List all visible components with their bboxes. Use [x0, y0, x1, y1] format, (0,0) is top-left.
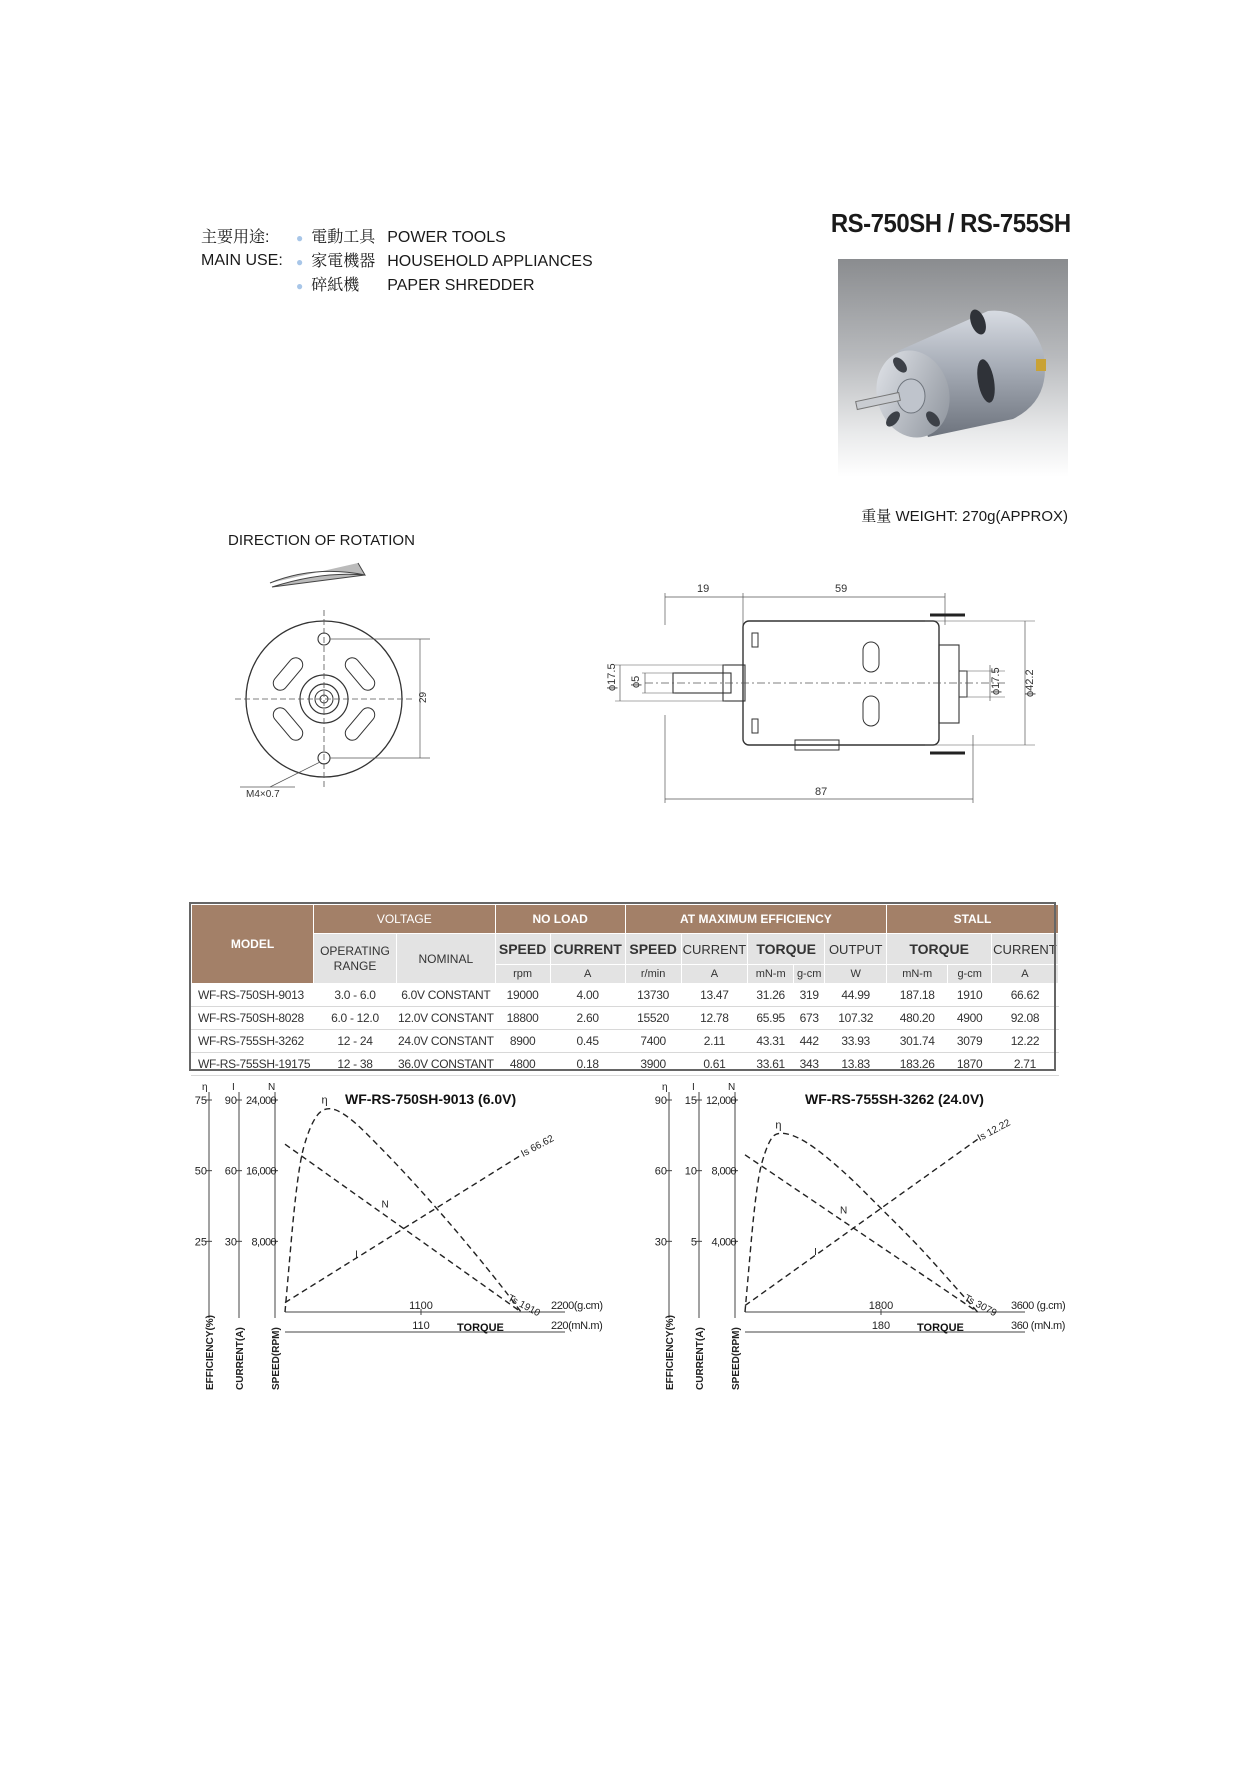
speed-curve-label: N	[381, 1199, 389, 1211]
model-cell: WF-RS-755SH-3262	[192, 1030, 314, 1053]
current-axis-label: CURRENT(A)	[695, 1327, 706, 1390]
x-axis-label: TORQUE	[457, 1322, 504, 1334]
table-row	[192, 984, 1059, 1007]
nominal-cell: 24.0V CONSTANT	[397, 1030, 496, 1053]
current-tick-label: 15	[684, 1095, 697, 1107]
series-current-curve	[745, 1139, 978, 1305]
use-zh: 碎紙機	[311, 277, 360, 294]
main-use-label-zh: 主要用途:	[201, 229, 270, 246]
eta-symbol: η	[202, 1082, 208, 1093]
use-en: PAPER SHREDDER	[387, 277, 535, 294]
value-cell: 65.95	[748, 1007, 794, 1030]
dim-phi42-2: ϕ42.2	[1024, 669, 1036, 697]
value-cell: 18800	[495, 1007, 550, 1030]
x-tick-label-mnm: 110	[412, 1320, 430, 1332]
x-axis-label: TORQUE	[917, 1322, 964, 1334]
bullet-icon: ●	[296, 279, 304, 293]
efficiency-tick-label: 75	[195, 1095, 207, 1107]
model-cell: WF-RS-755SH-19175	[192, 1053, 314, 1076]
value-cell: 2.60	[550, 1007, 625, 1030]
dim-87: 87	[815, 786, 828, 798]
nominal-cell: 12.0V CONSTANT	[397, 1007, 496, 1030]
current-tick-label: 5	[690, 1236, 697, 1249]
value-cell: 183.26	[887, 1053, 948, 1076]
current-tick-label: 90	[224, 1095, 237, 1107]
unit: g-cm	[948, 965, 992, 984]
value-cell: 92.08	[992, 1007, 1059, 1030]
value-cell: 0.45	[550, 1030, 625, 1053]
me-torque-header: TORQUE	[748, 934, 825, 965]
x-tick-label-gcm: 1100	[409, 1300, 433, 1312]
unit: g-cm	[794, 965, 825, 984]
table-row	[192, 1030, 1059, 1053]
me-current-header: CURRENT	[681, 934, 748, 965]
value-cell: 4.00	[550, 984, 625, 1007]
x-tick-label-mnm: 180	[871, 1320, 891, 1332]
current-axis-label: CURRENT(A)	[235, 1327, 246, 1390]
use-item	[296, 226, 716, 250]
stall-torque-label: Ts 1910	[505, 1292, 542, 1320]
motor-image	[838, 259, 1068, 477]
eta-symbol: η	[662, 1082, 668, 1093]
value-cell: 33.61	[748, 1053, 794, 1076]
unit: mN-m	[887, 965, 948, 984]
max-efficiency-header: AT MAXIMUM EFFICIENCY	[625, 905, 887, 934]
dim-59: 59	[835, 583, 848, 595]
series-speed-curve	[285, 1144, 521, 1312]
unit: W	[825, 965, 887, 984]
x-axis-end-gcm: 3600 (g.cm)	[1011, 1300, 1066, 1312]
value-cell: 12.22	[992, 1030, 1059, 1053]
model-header: MODEL	[192, 905, 314, 984]
range-cell: 3.0 - 6.0	[314, 984, 397, 1007]
unit: rpm	[495, 965, 550, 984]
nl-current-header: CURRENT	[550, 934, 625, 965]
rotation-arrow-icon	[270, 563, 365, 587]
bullet-icon: ●	[296, 231, 304, 245]
thread-spec: M4×0.7	[246, 789, 280, 800]
efficiency-axis-label: EFFICIENCY(%)	[665, 1315, 676, 1390]
x-tick-label-gcm: 1800	[868, 1300, 894, 1312]
value-cell: 13.47	[681, 984, 748, 1007]
chart-title: WF-RS-755SH-3262 (24.0V)	[805, 1091, 984, 1107]
use-item	[296, 274, 716, 298]
value-cell: 3900	[625, 1053, 681, 1076]
range-cell: 12 - 38	[314, 1053, 397, 1076]
value-cell: 12.78	[681, 1007, 748, 1030]
speed-tick-label: 12,000	[705, 1095, 736, 1107]
efficiency-tick-label: 90	[655, 1095, 667, 1107]
value-cell: 19000	[495, 984, 550, 1007]
value-cell: 3079	[948, 1030, 992, 1053]
speed-curve-label: N	[840, 1205, 848, 1217]
bullet-icon: ●	[296, 255, 304, 269]
performance-chart-755sh	[655, 1080, 1085, 1400]
st-current-header: CURRENT	[992, 934, 1059, 965]
unit: A	[550, 965, 625, 984]
value-cell: 301.74	[887, 1030, 948, 1053]
efficiency-tick-label: 25	[195, 1236, 207, 1249]
unit: r/min	[625, 965, 681, 984]
speed-symbol: N	[728, 1082, 736, 1093]
x-axis-end-mnm: 360 (mN.m)	[1011, 1320, 1066, 1332]
st-torque-header: TORQUE	[887, 934, 992, 965]
value-cell: 442	[794, 1030, 825, 1053]
chart-title: WF-RS-750SH-9013 (6.0V)	[345, 1091, 517, 1107]
value-cell: 44.99	[825, 984, 887, 1007]
efficiency-axis-label: EFFICIENCY(%)	[205, 1315, 216, 1390]
value-cell: 107.32	[825, 1007, 887, 1030]
use-en: POWER TOOLS	[387, 229, 506, 246]
current-curve-label: I	[355, 1249, 358, 1261]
performance-chart-750sh	[195, 1080, 625, 1400]
eta-curve-label: η	[321, 1094, 328, 1107]
model-cell: WF-RS-750SH-8028	[192, 1007, 314, 1030]
value-cell: 2.71	[992, 1053, 1059, 1076]
speed-tick-label: 24,000	[245, 1095, 276, 1107]
value-cell: 31.26	[748, 984, 794, 1007]
value-cell: 33.93	[825, 1030, 887, 1053]
stall-current-label: Is 12.22	[975, 1117, 1013, 1144]
no-load-header: NO LOAD	[495, 905, 625, 934]
use-en: HOUSEHOLD APPLIANCES	[387, 253, 593, 270]
current-tick-label: 30	[224, 1236, 237, 1249]
value-cell: 4900	[948, 1007, 992, 1030]
table-row	[192, 1053, 1059, 1076]
value-cell: 319	[794, 984, 825, 1007]
stall-torque-label: Ts 3079	[962, 1292, 999, 1320]
nominal-cell: 6.0V CONSTANT	[397, 984, 496, 1007]
current-tick-label: 60	[224, 1165, 237, 1178]
value-cell: 43.31	[748, 1030, 794, 1053]
current-curve-label: I	[814, 1247, 817, 1259]
spec-table	[191, 904, 1059, 1076]
efficiency-tick-label: 60	[655, 1165, 667, 1178]
efficiency-tick-label: 50	[195, 1165, 207, 1178]
use-zh: 家電機器	[311, 253, 376, 270]
value-cell: 66.62	[992, 984, 1059, 1007]
speed-tick-label: 4,000	[711, 1236, 736, 1249]
value-cell: 8900	[495, 1030, 550, 1053]
speed-tick-label: 16,000	[245, 1165, 276, 1178]
series-speed-curve	[745, 1155, 978, 1312]
value-cell: 480.20	[887, 1007, 948, 1030]
main-use-label-en: MAIN USE:	[201, 252, 283, 269]
speed-tick-label: 8,000	[251, 1236, 276, 1249]
value-cell: 15520	[625, 1007, 681, 1030]
value-cell: 13.83	[825, 1053, 887, 1076]
series-efficiency-curve	[285, 1109, 521, 1312]
dim-phi17-5-right: ϕ17.5	[990, 667, 1002, 695]
value-cell: 4800	[495, 1053, 550, 1076]
dim-phi17-5-left: ϕ17.5	[606, 663, 618, 691]
value-cell: 13730	[625, 984, 681, 1007]
value-cell: 1910	[948, 984, 992, 1007]
unit: A	[681, 965, 748, 984]
model-cell: WF-RS-750SH-9013	[192, 984, 314, 1007]
value-cell: 2.11	[681, 1030, 748, 1053]
unit: mN-m	[748, 965, 794, 984]
page-title: RS-750SH / RS-755SH	[831, 208, 1071, 238]
value-cell: 343	[794, 1053, 825, 1076]
dim-19: 19	[697, 583, 710, 595]
eta-curve-label: η	[775, 1119, 782, 1132]
front-view-drawing	[230, 555, 460, 805]
value-cell: 187.18	[887, 984, 948, 1007]
nominal-header: NOMINAL	[397, 934, 496, 984]
use-item	[296, 250, 716, 274]
dim-29: 29	[418, 691, 429, 703]
use-zh: 電動工具	[311, 229, 376, 246]
range-cell: 12 - 24	[314, 1030, 397, 1053]
current-symbol: I	[692, 1082, 695, 1093]
unit: A	[992, 965, 1059, 984]
range-cell: 6.0 - 12.0	[314, 1007, 397, 1030]
me-speed-header: SPEED	[625, 934, 681, 965]
speed-tick-label: 8,000	[711, 1165, 736, 1178]
stall-current-label: Is 66.62	[519, 1133, 556, 1160]
current-symbol: I	[232, 1082, 235, 1093]
value-cell: 7400	[625, 1030, 681, 1053]
me-output-header: OUTPUT	[825, 934, 887, 965]
current-tick-label: 10	[684, 1165, 697, 1178]
nominal-cell: 36.0V CONSTANT	[397, 1053, 496, 1076]
efficiency-tick-label: 30	[655, 1236, 667, 1249]
stall-header: STALL	[887, 905, 1059, 934]
weight-spec: 重量 WEIGHT: 270g(APPROX)	[861, 508, 1068, 525]
table-row	[192, 1007, 1059, 1030]
x-axis-end-gcm: 2200(g.cm)	[551, 1300, 603, 1312]
x-axis-end-mnm: 220(mN.m)	[551, 1320, 603, 1332]
nl-speed-header: SPEED	[495, 934, 550, 965]
dim-phi5: ϕ5	[630, 675, 642, 688]
value-cell: 673	[794, 1007, 825, 1030]
speed-axis-label: SPEED(RPM)	[271, 1327, 282, 1390]
speed-symbol: N	[268, 1082, 276, 1093]
value-cell: 0.61	[681, 1053, 748, 1076]
voltage-header: VOLTAGE	[314, 905, 496, 934]
side-view-drawing	[585, 575, 1045, 815]
motor-photo	[838, 259, 1068, 477]
speed-axis-label: SPEED(RPM)	[731, 1327, 742, 1390]
value-cell: 0.18	[550, 1053, 625, 1076]
value-cell: 1870	[948, 1053, 992, 1076]
rotation-label: DIRECTION OF ROTATION	[228, 532, 415, 549]
operating-range-header: OPERATING RANGE	[314, 934, 397, 984]
